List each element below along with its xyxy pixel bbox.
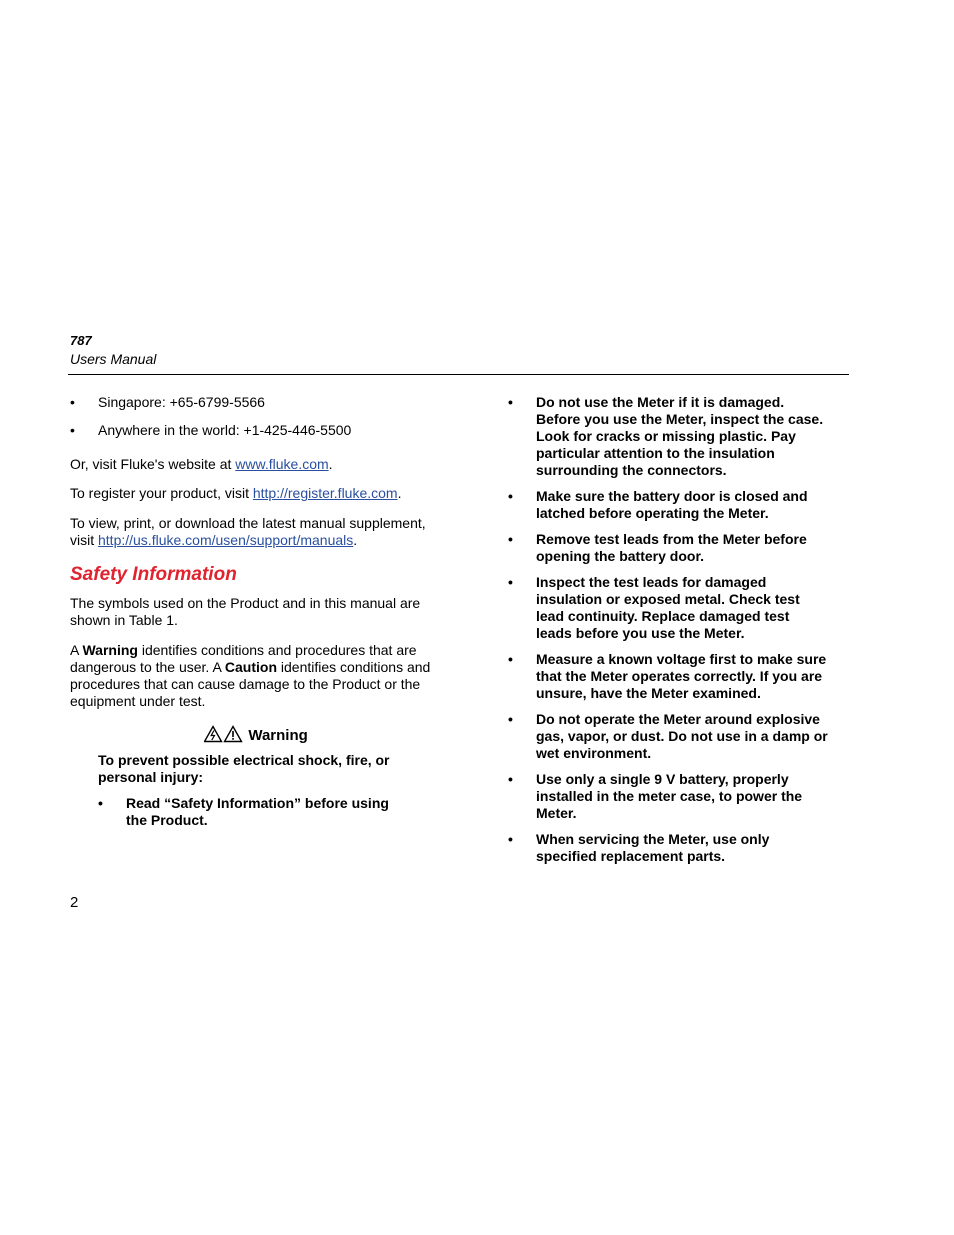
warning-label: Warning: [248, 727, 308, 744]
warning-hazard-icons: [204, 725, 244, 743]
warning-item-read-safety: Read “Safety Information” before using the Product.: [126, 795, 389, 828]
caution-icon: [225, 727, 242, 742]
list-item: [508, 574, 828, 642]
warning-block: [70, 752, 408, 829]
safety-heading: Safety Information: [70, 564, 237, 585]
warning-item: When servicing the Meter, use only specified replacement parts.: [536, 831, 770, 864]
warning-item: Remove test leads from the Meter before opening the battery door.: [536, 531, 807, 564]
def-a: A: [70, 642, 83, 658]
list-item: [508, 488, 828, 522]
bullet: •: [508, 651, 513, 667]
list-item: [508, 831, 828, 865]
register-paragraph: [70, 485, 442, 502]
warning-intro: To prevent possible electrical shock, fire, or personal injury:: [98, 752, 390, 785]
page-number: 2: [70, 894, 79, 911]
header-model: 787: [70, 333, 92, 348]
warning-item: Do not use the Meter if it is damaged. Before you use the Meter, inspect the case. Look for cracks or missing plastic. Pay particular attention to the insulation surrounding the connectors.: [536, 394, 824, 478]
list-item: [508, 651, 828, 702]
website-prefix: Or, visit Fluke's website at: [70, 456, 236, 472]
left-column: [70, 394, 442, 829]
list-item: [508, 531, 828, 565]
warning-item: Use only a single 9 V battery, properly installed in the meter case, to power the Meter.: [536, 771, 803, 821]
warning-heading: [70, 725, 442, 744]
register-suffix: .: [397, 485, 402, 501]
list-item: [70, 394, 442, 411]
warning-item: Measure a known voltage first to make sure that the Meter operates correctly. If you are unsure, have the Meter examined.: [536, 651, 827, 701]
right-column: [508, 394, 828, 865]
website-suffix: .: [328, 456, 333, 472]
warning-item: Make sure the battery door is closed and latched before operating the Meter.: [536, 488, 808, 521]
register-prefix: To register your product, visit: [70, 485, 253, 501]
shock-hazard-icon: [205, 727, 222, 742]
list-item: [70, 422, 442, 439]
def-end: identifies conditions and procedures that can cause damage to the Product or the equipment under test.: [70, 659, 431, 709]
bullet: •: [508, 771, 513, 787]
list-item: [508, 394, 828, 479]
definition-paragraph: [70, 642, 442, 710]
manual-paragraph: [70, 515, 442, 549]
contact-world: Anywhere in the world: +1-425-446-5500: [98, 422, 352, 438]
website-link[interactable]: www.fluke.com: [235, 456, 329, 472]
bullet: •: [508, 831, 513, 847]
bullet: •: [508, 394, 513, 410]
def-caution-term: Caution: [224, 659, 278, 675]
bullet: •: [508, 531, 513, 547]
def-warning-term: Warning: [82, 642, 138, 658]
def-mid: identifies conditions and procedures that are dangerous to the user. A: [70, 642, 417, 675]
register-link[interactable]: http://register.fluke.com: [252, 485, 398, 501]
manual-prefix: To view, print, or download the latest manual supplement, visit: [70, 515, 426, 548]
manual-link[interactable]: http://us.fluke.com/usen/support/manuals: [98, 532, 354, 548]
list-item: [98, 795, 396, 829]
bullet: •: [508, 574, 513, 590]
warning-item: Do not operate the Meter around explosive gas, vapor, or dust. Do not use in a damp or wet environment.: [536, 711, 828, 761]
header-rule: [68, 374, 849, 375]
bullet: •: [508, 711, 513, 727]
header-title: Users Manual: [70, 351, 157, 367]
bullet: •: [98, 795, 103, 811]
contact-singapore: Singapore: +65-6799-5566: [98, 394, 265, 410]
bullet: •: [70, 422, 75, 438]
list-item: [508, 771, 828, 822]
bullet: •: [70, 394, 75, 410]
warning-item: Inspect the test leads for damaged insulation or exposed metal. Check test lead continuity. Replace damaged test leads before you use the Meter.: [536, 574, 800, 641]
symbols-paragraph: The symbols used on the Product and in this manual are shown in Table 1.: [70, 595, 421, 628]
website-paragraph: [70, 456, 442, 473]
bullet: •: [508, 488, 513, 504]
manual-suffix: .: [353, 532, 358, 548]
list-item: [508, 711, 828, 762]
